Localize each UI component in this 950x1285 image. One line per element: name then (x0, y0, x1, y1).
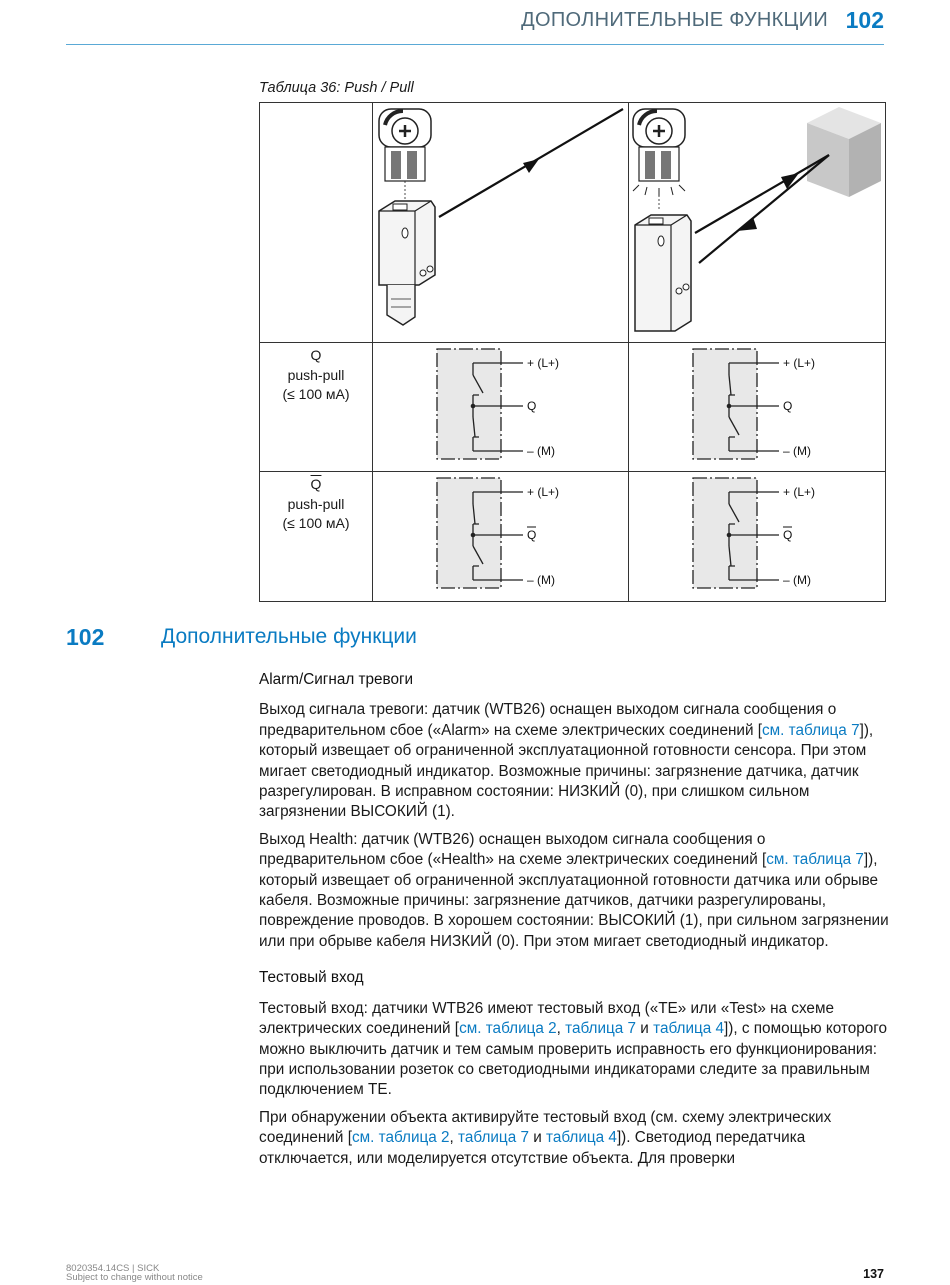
circuit-q-object (691, 347, 841, 470)
table-row-divider (260, 342, 885, 343)
link-table-7[interactable]: см. таблица 7 (762, 721, 860, 739)
label-output: Q (527, 528, 537, 542)
section-title: Дополнительные функции (161, 625, 417, 648)
table-row-divider (260, 471, 885, 472)
label-minus: – (M) (527, 573, 555, 587)
row-label-q (260, 346, 372, 405)
table-caption: Таблица 36: Push / Pull (259, 80, 414, 96)
label-minus: – (M) (783, 573, 811, 587)
alarm-paragraph-1: Выход сигнала тревоги: датчик (WTB26) оснащен выходом сигнала сообщения о предварительном сбое («Alarm» на схеме электрических соединений [см. таблица 7]), который извещает об ограниченной эксплуатационной готовности сенсора. При этом мигает светодиодный индикатор. Возможные причины: загрязнение датчика, датчик разрегулирован. В исправном состоянии: НИЗКИЙ (0), при слишком сильном загрязнении ВЫСОКИЙ (1). (259, 701, 874, 821)
link-table-2[interactable]: см. таблица 2 (351, 1129, 450, 1147)
link-table-4[interactable]: таблица 4 (546, 1129, 617, 1147)
row-label-q-inverted (260, 475, 372, 534)
circuit-diagram (691, 347, 841, 465)
test-paragraph-1: Тестовый вход: датчики WTB26 имеют тестовый вход («TE» или «Test» на схеме электрических соединений [см. таблица 2, таблица 7 и таблица 4]), с помощью которого можно выключить датчик и тем самым проверить исправность его функционирования: при использовании розеток со светодиодными индикаторами следите за правильным подключением TE. (259, 999, 888, 1099)
footer-notice: Subject to change without notice (66, 1272, 203, 1283)
circuit-qbar-object (691, 476, 841, 599)
label-plus: + (L+) (783, 485, 816, 499)
link-table-4[interactable]: таблица 4 (653, 1020, 725, 1038)
test-paragraph-2: При обнаружении объекта активируйте тестовый вход (см. схему электрических соединений [см. таблица 2, таблица 7 и таблица 4]). Светодиод передатчика отключается, или моделируется отсутствие объекта. Для проверки (259, 1108, 832, 1167)
link-table-7[interactable]: таблица 7 (565, 1020, 637, 1038)
label-plus: + (L+) (527, 485, 560, 499)
push-pull-table (259, 102, 886, 602)
label-output: Q (783, 399, 793, 413)
link-table-2[interactable]: см. таблица 2 (459, 1020, 557, 1038)
sensor-box (693, 349, 757, 459)
circuit-qbar-no-object (435, 476, 585, 599)
footer-doc-number: 8020354.14CS | SICK (66, 1263, 160, 1274)
signal-name: $\overline{Q}$ (310, 476, 322, 492)
junction-dot (727, 404, 732, 409)
running-header-number: 102 (845, 7, 884, 33)
label-output: Q (527, 399, 537, 413)
circuit-q-no-object (435, 347, 585, 470)
sensor-box (693, 478, 757, 588)
section-body (259, 670, 889, 1176)
sensor-box (437, 478, 501, 588)
label-plus: + (L+) (783, 356, 816, 370)
link-table-7[interactable]: см. таблица 7 (766, 851, 864, 869)
alarm-heading: Alarm/Сигнал тревоги (259, 671, 414, 688)
alarm-paragraph-2: Выход Health: датчик (WTB26) оснащен выходом сигнала сообщения о предварительном сбое («Health» на схеме электрических соединений [см. таблица 7]), который извещает об ограниченной эксплуатационной готовности датчика или обрыве кабеля. Возможные причины: загрязнение датчиков, датчики разрегулированы, повреждение проводов. В хорошем состоянии: ВЫСОКИЙ (1), при сильном загрязнении или при обрыве кабеля НИЗКИЙ (0). При этом мигает светодиодный индикатор. (259, 830, 889, 950)
sensor-object-detected-illustration (629, 103, 884, 342)
current-limit: (≤ 100 мА) (282, 386, 350, 402)
section-number: 102 (66, 624, 105, 650)
junction-dot (471, 533, 476, 538)
output-type: push-pull (287, 495, 345, 512)
running-header-title: ДОПОЛНИТЕЛЬНЫЕ ФУНКЦИИ (521, 9, 828, 31)
circuit-diagram (435, 347, 585, 465)
page-number: 137 (863, 1267, 884, 1281)
circuit-diagram (691, 476, 841, 594)
label-output: Q (783, 528, 793, 542)
label-minus: – (M) (783, 444, 811, 458)
junction-dot (471, 404, 476, 409)
junction-dot (727, 533, 732, 538)
sensor-no-object-illustration (373, 103, 628, 342)
circuit-diagram (435, 476, 585, 594)
header-divider (66, 44, 884, 45)
sensor-box (437, 349, 501, 459)
current-limit: (≤ 100 мА) (282, 515, 350, 531)
label-minus: – (M) (527, 444, 555, 458)
label-plus: + (L+) (527, 356, 560, 370)
output-type: push-pull (287, 366, 345, 383)
link-table-7[interactable]: таблица 7 (458, 1129, 529, 1147)
signal-name: Q (310, 347, 322, 363)
test-input-heading: Тестовый вход (259, 969, 364, 987)
footer-doc-info (66, 1264, 203, 1282)
